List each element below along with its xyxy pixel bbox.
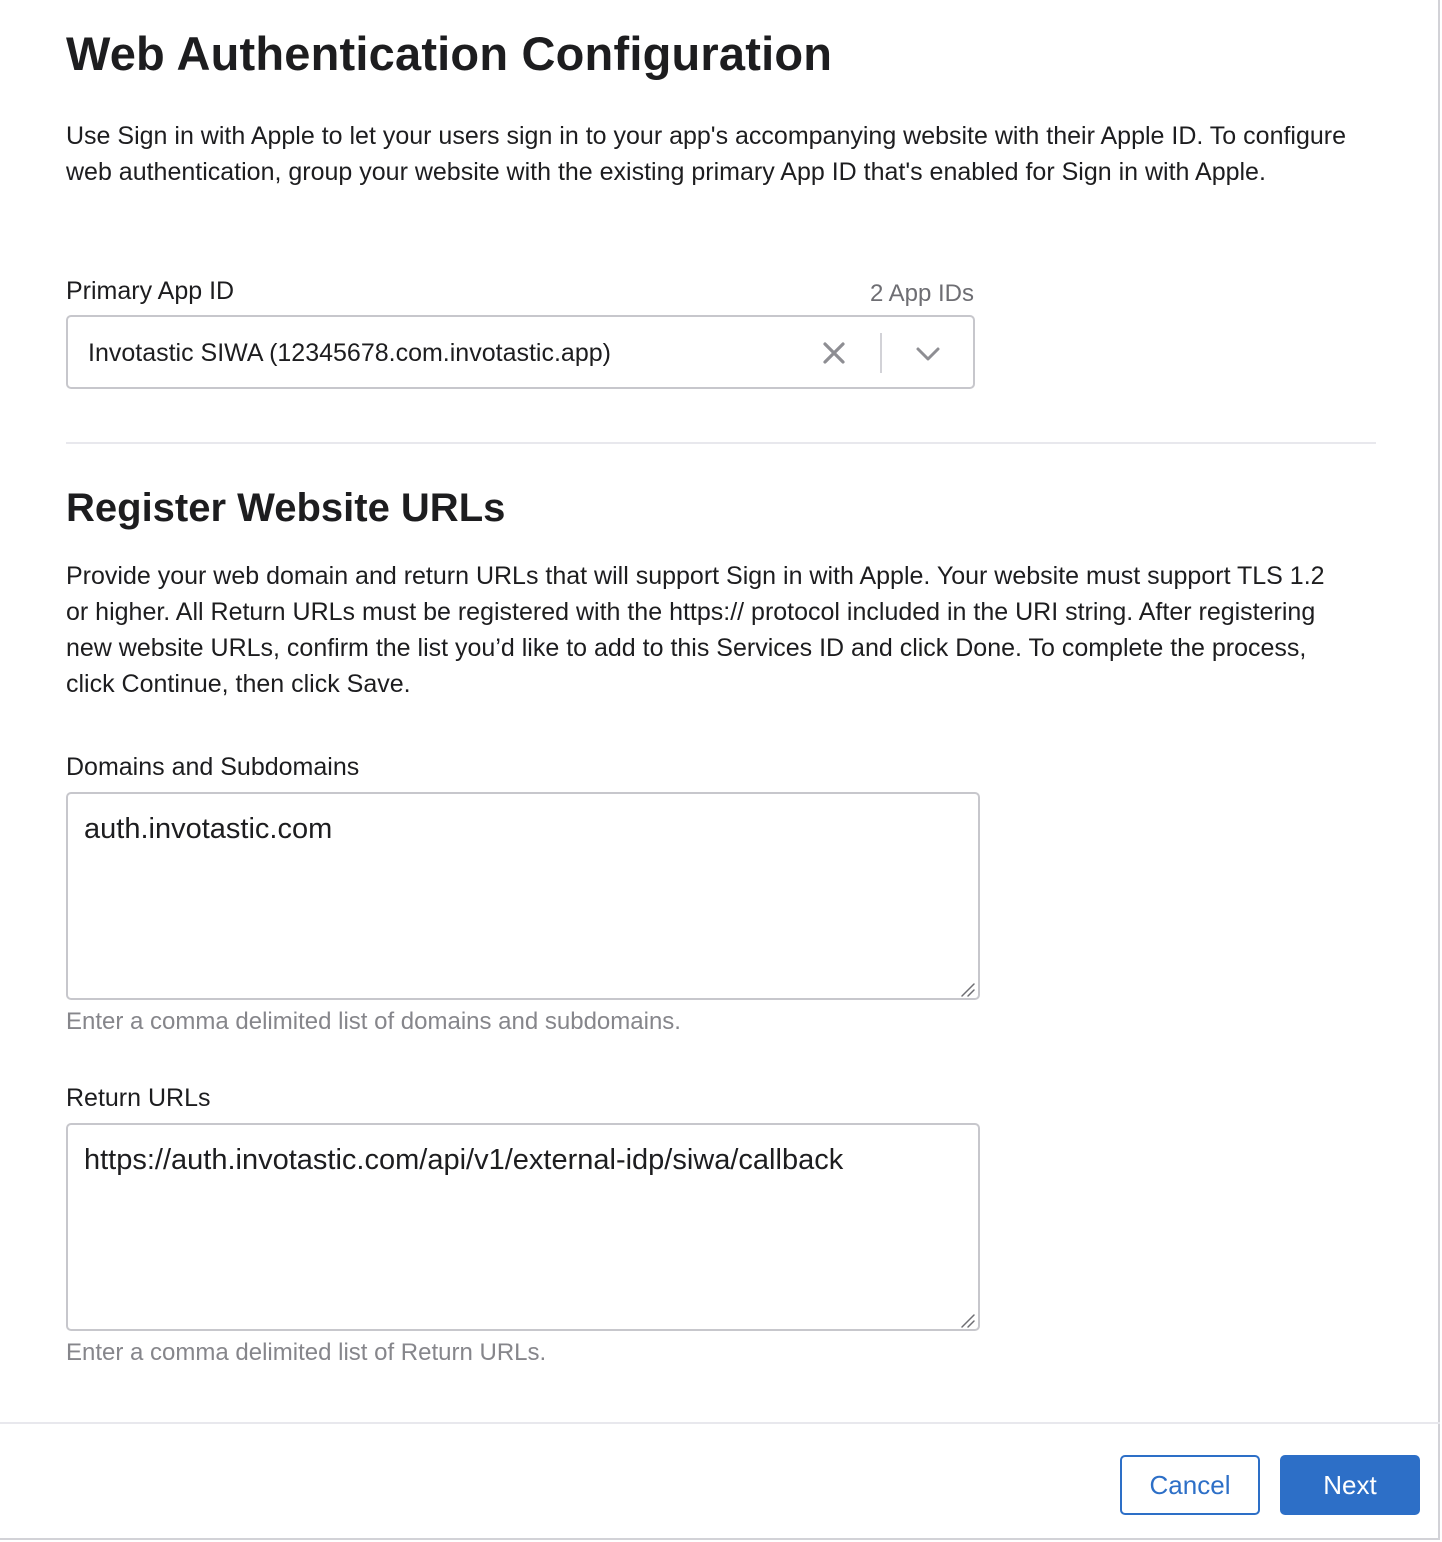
resize-grip-icon[interactable] — [958, 980, 976, 998]
select-separator — [880, 333, 882, 373]
dialog-title: Web Authentication Configuration — [66, 27, 833, 80]
primary-app-id-label: Primary App ID — [66, 277, 235, 305]
domains-label: Domains and Subdomains — [66, 753, 360, 781]
app-id-count: 2 App IDs — [869, 280, 974, 307]
primary-app-id-value: Invotastic SIWA (12345678.com.invotastic.app) — [88, 339, 611, 367]
return-urls-label: Return URLs — [66, 1084, 211, 1112]
domains-hint: Enter a comma delimited list of domains and subdomains. — [66, 1008, 681, 1035]
close-icon[interactable] — [820, 339, 848, 367]
register-section-description: Provide your web domain and return URLs that will support Sign in with Apple. Your website must support TLS 1.2 or higher. All Return URLs must be registered with the https:// protocol included in the URI string. After registering new website URLs, confirm the list you’d like to add to this Services ID and click Done. To complete the process, click Continue, then click Save. — [66, 562, 1325, 698]
return-urls-hint: Enter a comma delimited list of Return URLs. — [66, 1339, 547, 1366]
register-section-title: Register Website URLs — [66, 486, 506, 530]
next-button[interactable]: Next — [1280, 1455, 1420, 1515]
return-urls-textarea[interactable] — [66, 1123, 980, 1331]
primary-app-id-select[interactable] — [66, 315, 975, 389]
cancel-button[interactable]: Cancel — [1120, 1455, 1260, 1515]
footer-divider — [0, 1422, 1440, 1424]
section-divider — [66, 442, 1376, 444]
dialog-intro: Use Sign in with Apple to let your users sign in to your app's accompanying website with their Apple ID. To configure web authentication, group your website with the existing primary App ID that's enabled for Sign in with Apple. — [66, 122, 1347, 186]
domains-textarea[interactable] — [66, 792, 980, 1000]
resize-grip-icon[interactable] — [958, 1311, 976, 1329]
chevron-down-icon[interactable] — [914, 341, 942, 367]
